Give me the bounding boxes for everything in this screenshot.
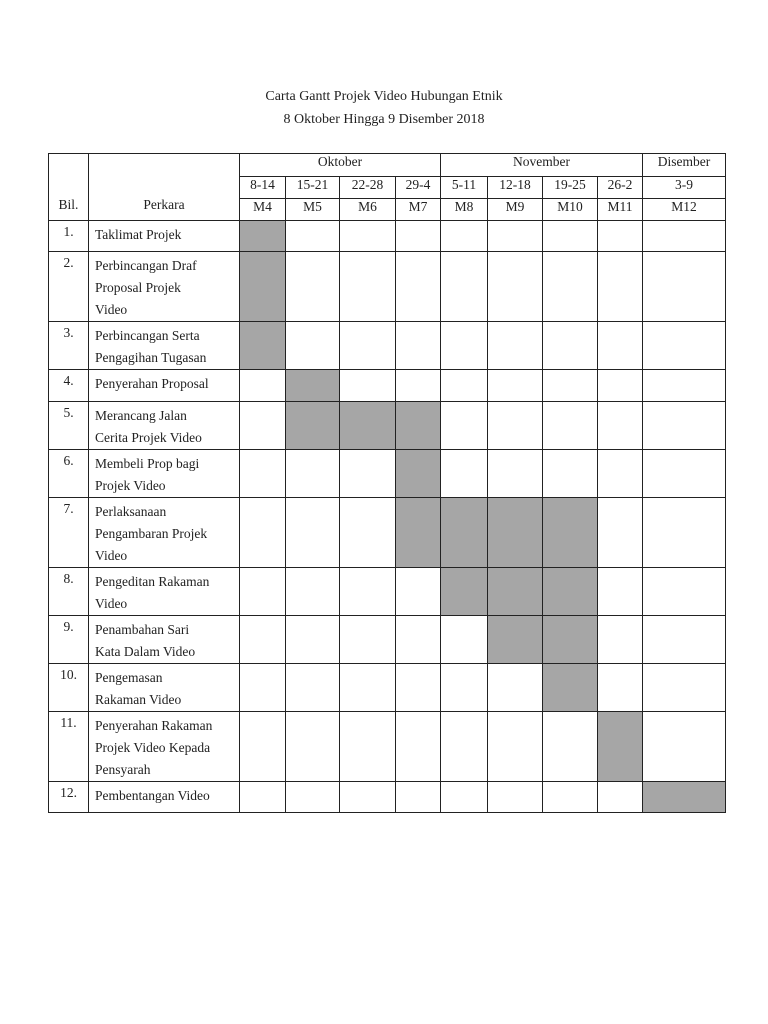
task-name-line: Perlaksanaan — [95, 504, 167, 519]
gantt-empty-cell — [543, 782, 598, 813]
task-name-line: Cerita Projek Video — [95, 430, 202, 445]
gantt-empty-cell — [598, 616, 643, 664]
task-name — [89, 782, 240, 813]
task-name-line: Proposal Projek — [95, 280, 181, 295]
gantt-bar-cell — [543, 616, 598, 664]
gantt-empty-cell — [643, 252, 726, 322]
task-name-line: Video — [95, 596, 128, 611]
gantt-empty-cell — [488, 782, 543, 813]
task-name-line: Projek Video — [95, 478, 166, 493]
gantt-empty-cell — [643, 322, 726, 370]
task-name — [89, 568, 240, 616]
task-name-line: Membeli Prop bagi — [95, 456, 200, 471]
gantt-empty-cell — [240, 782, 286, 813]
task-name-line: Penambahan Sari — [95, 622, 190, 637]
gantt-empty-cell — [598, 782, 643, 813]
gantt-empty-cell — [396, 664, 441, 712]
task-row — [49, 568, 726, 616]
header-date-range: 19-25 — [543, 177, 598, 199]
gantt-empty-cell — [543, 712, 598, 782]
task-row — [49, 370, 726, 402]
task-name-line: Pensyarah — [95, 762, 151, 777]
gantt-empty-cell — [340, 221, 396, 252]
task-name — [89, 450, 240, 498]
gantt-bar-cell — [286, 370, 340, 402]
header-date-range: 8-14 — [240, 177, 286, 199]
task-number: 10. — [49, 664, 89, 712]
gantt-empty-cell — [598, 402, 643, 450]
gantt-empty-cell — [441, 450, 488, 498]
gantt-empty-cell — [598, 450, 643, 498]
task-name-line: Rakaman Video — [95, 692, 182, 707]
gantt-empty-cell — [396, 221, 441, 252]
gantt-empty-cell — [441, 370, 488, 402]
task-name-line: Pengeditan Rakaman — [95, 574, 210, 589]
gantt-empty-cell — [396, 616, 441, 664]
gantt-empty-cell — [643, 664, 726, 712]
gantt-empty-cell — [240, 450, 286, 498]
task-name-line: Kata Dalam Video — [95, 644, 196, 659]
gantt-empty-cell — [543, 322, 598, 370]
task-number: 4. — [49, 370, 89, 402]
header-date-range: 29-4 — [396, 177, 441, 199]
header-week: M5 — [286, 199, 340, 221]
task-name-line: Pengemasan — [95, 670, 163, 685]
gantt-empty-cell — [441, 252, 488, 322]
task-name — [89, 498, 240, 568]
gantt-empty-cell — [340, 616, 396, 664]
gantt-empty-cell — [441, 402, 488, 450]
gantt-empty-cell — [240, 616, 286, 664]
task-name-line: Pembentangan Video — [95, 788, 210, 803]
task-number: 8. — [49, 568, 89, 616]
task-number: 6. — [49, 450, 89, 498]
chart-subtitle: 8 Oktober Hingga 9 Disember 2018 — [283, 112, 485, 127]
header-bil: Bil. — [49, 154, 89, 221]
header-week: M4 — [240, 199, 286, 221]
gantt-bar-cell — [488, 498, 543, 568]
task-name-line: Taklimat Projek — [95, 227, 182, 242]
gantt-empty-cell — [396, 370, 441, 402]
gantt-empty-cell — [441, 616, 488, 664]
header-week: M7 — [396, 199, 441, 221]
gantt-empty-cell — [488, 712, 543, 782]
gantt-bar-cell — [240, 322, 286, 370]
task-row — [49, 450, 726, 498]
gantt-bar-cell — [286, 402, 340, 450]
header-date-range: 15-21 — [286, 177, 340, 199]
task-name — [89, 712, 240, 782]
header-month-disember: Disember — [643, 154, 726, 177]
header-date-range: 26-2 — [598, 177, 643, 199]
gantt-bar-cell — [396, 498, 441, 568]
gantt-empty-cell — [441, 782, 488, 813]
gantt-empty-cell — [340, 322, 396, 370]
gantt-empty-cell — [488, 252, 543, 322]
gantt-bar-cell — [396, 450, 441, 498]
task-name — [89, 616, 240, 664]
gantt-bar-cell — [441, 568, 488, 616]
task-row — [49, 664, 726, 712]
gantt-bar-cell — [240, 221, 286, 252]
gantt-empty-cell — [340, 664, 396, 712]
gantt-empty-cell — [340, 450, 396, 498]
task-row — [49, 252, 726, 322]
gantt-empty-cell — [240, 568, 286, 616]
task-number: 1. — [49, 221, 89, 252]
gantt-empty-cell — [396, 712, 441, 782]
gantt-empty-cell — [286, 664, 340, 712]
task-name — [89, 322, 240, 370]
task-name-line: Video — [95, 548, 128, 563]
gantt-empty-cell — [488, 402, 543, 450]
gantt-empty-cell — [543, 252, 598, 322]
gantt-empty-cell — [543, 402, 598, 450]
gantt-empty-cell — [598, 568, 643, 616]
gantt-empty-cell — [286, 782, 340, 813]
task-number: 5. — [49, 402, 89, 450]
gantt-bar-cell — [441, 498, 488, 568]
task-row — [49, 322, 726, 370]
task-row — [49, 402, 726, 450]
gantt-empty-cell — [340, 252, 396, 322]
gantt-empty-cell — [340, 568, 396, 616]
task-row — [49, 221, 726, 252]
gantt-empty-cell — [598, 322, 643, 370]
gantt-empty-cell — [598, 370, 643, 402]
task-number: 2. — [49, 252, 89, 322]
task-name-line: Pengambaran Projek — [95, 526, 208, 541]
gantt-empty-cell — [441, 322, 488, 370]
header-month-oktober: Oktober — [240, 154, 441, 177]
header-week: M10 — [543, 199, 598, 221]
task-name-line: Perbincangan Serta — [95, 328, 200, 343]
gantt-empty-cell — [340, 370, 396, 402]
gantt-bar-cell — [543, 568, 598, 616]
gantt-empty-cell — [286, 568, 340, 616]
task-name-line: Perbincangan Draf — [95, 258, 197, 273]
task-name-line: Video — [95, 302, 128, 317]
header-week: M6 — [340, 199, 396, 221]
gantt-bar-cell — [598, 712, 643, 782]
gantt-empty-cell — [286, 450, 340, 498]
task-row — [49, 498, 726, 568]
header-week: M9 — [488, 199, 543, 221]
task-row — [49, 782, 726, 813]
gantt-empty-cell — [286, 221, 340, 252]
gantt-bar-cell — [643, 782, 726, 813]
gantt-empty-cell — [240, 498, 286, 568]
gantt-bar-cell — [396, 402, 441, 450]
gantt-empty-cell — [396, 252, 441, 322]
header-date-range: 22-28 — [340, 177, 396, 199]
gantt-empty-cell — [598, 252, 643, 322]
gantt-empty-cell — [643, 568, 726, 616]
task-number: 12. — [49, 782, 89, 813]
gantt-empty-cell — [286, 322, 340, 370]
task-name — [89, 221, 240, 252]
task-number: 11. — [49, 712, 89, 782]
gantt-bar-cell — [488, 616, 543, 664]
gantt-empty-cell — [643, 450, 726, 498]
gantt-empty-cell — [488, 221, 543, 252]
gantt-empty-cell — [441, 221, 488, 252]
gantt-empty-cell — [286, 498, 340, 568]
header-date-range: 3-9 — [643, 177, 726, 199]
gantt-empty-cell — [240, 712, 286, 782]
gantt-table — [48, 153, 726, 813]
gantt-empty-cell — [286, 252, 340, 322]
gantt-empty-cell — [598, 498, 643, 568]
gantt-empty-cell — [643, 221, 726, 252]
gantt-bar-cell — [488, 568, 543, 616]
gantt-empty-cell — [488, 450, 543, 498]
gantt-bar-cell — [340, 402, 396, 450]
gantt-empty-cell — [340, 498, 396, 568]
header-date-range: 5-11 — [441, 177, 488, 199]
gantt-empty-cell — [396, 322, 441, 370]
gantt-empty-cell — [396, 782, 441, 813]
gantt-empty-cell — [488, 370, 543, 402]
task-number: 7. — [49, 498, 89, 568]
gantt-empty-cell — [286, 616, 340, 664]
gantt-empty-cell — [488, 664, 543, 712]
header-month-november: November — [441, 154, 643, 177]
gantt-empty-cell — [240, 402, 286, 450]
gantt-bar-cell — [240, 252, 286, 322]
gantt-empty-cell — [340, 712, 396, 782]
task-row — [49, 712, 726, 782]
header-perkara: Perkara — [89, 154, 240, 221]
gantt-bar-cell — [543, 498, 598, 568]
task-name — [89, 252, 240, 322]
task-name — [89, 370, 240, 402]
gantt-empty-cell — [441, 664, 488, 712]
gantt-empty-cell — [643, 498, 726, 568]
task-row — [49, 616, 726, 664]
header-week: M12 — [643, 199, 726, 221]
gantt-empty-cell — [543, 221, 598, 252]
gantt-empty-cell — [598, 221, 643, 252]
gantt-empty-cell — [240, 664, 286, 712]
gantt-empty-cell — [396, 568, 441, 616]
gantt-empty-cell — [643, 616, 726, 664]
task-name — [89, 402, 240, 450]
task-number: 3. — [49, 322, 89, 370]
gantt-empty-cell — [543, 450, 598, 498]
task-name — [89, 664, 240, 712]
gantt-empty-cell — [441, 712, 488, 782]
task-number: 9. — [49, 616, 89, 664]
gantt-empty-cell — [488, 322, 543, 370]
header-week: M8 — [441, 199, 488, 221]
task-name-line: Projek Video Kepada — [95, 740, 211, 755]
chart-title: Carta Gantt Projek Video Hubungan Etnik — [265, 89, 503, 104]
gantt-empty-cell — [598, 664, 643, 712]
gantt-empty-cell — [240, 370, 286, 402]
gantt-empty-cell — [643, 712, 726, 782]
header-week: M11 — [598, 199, 643, 221]
task-name-line: Penyerahan Proposal — [95, 376, 209, 391]
header-date-range: 12-18 — [488, 177, 543, 199]
task-name-line: Merancang Jalan — [95, 408, 187, 423]
gantt-empty-cell — [286, 712, 340, 782]
gantt-bar-cell — [543, 664, 598, 712]
gantt-empty-cell — [643, 402, 726, 450]
gantt-empty-cell — [340, 782, 396, 813]
gantt-empty-cell — [543, 370, 598, 402]
task-name-line: Pengagihan Tugasan — [95, 350, 207, 365]
gantt-empty-cell — [643, 370, 726, 402]
task-name-line: Penyerahan Rakaman — [95, 718, 213, 733]
